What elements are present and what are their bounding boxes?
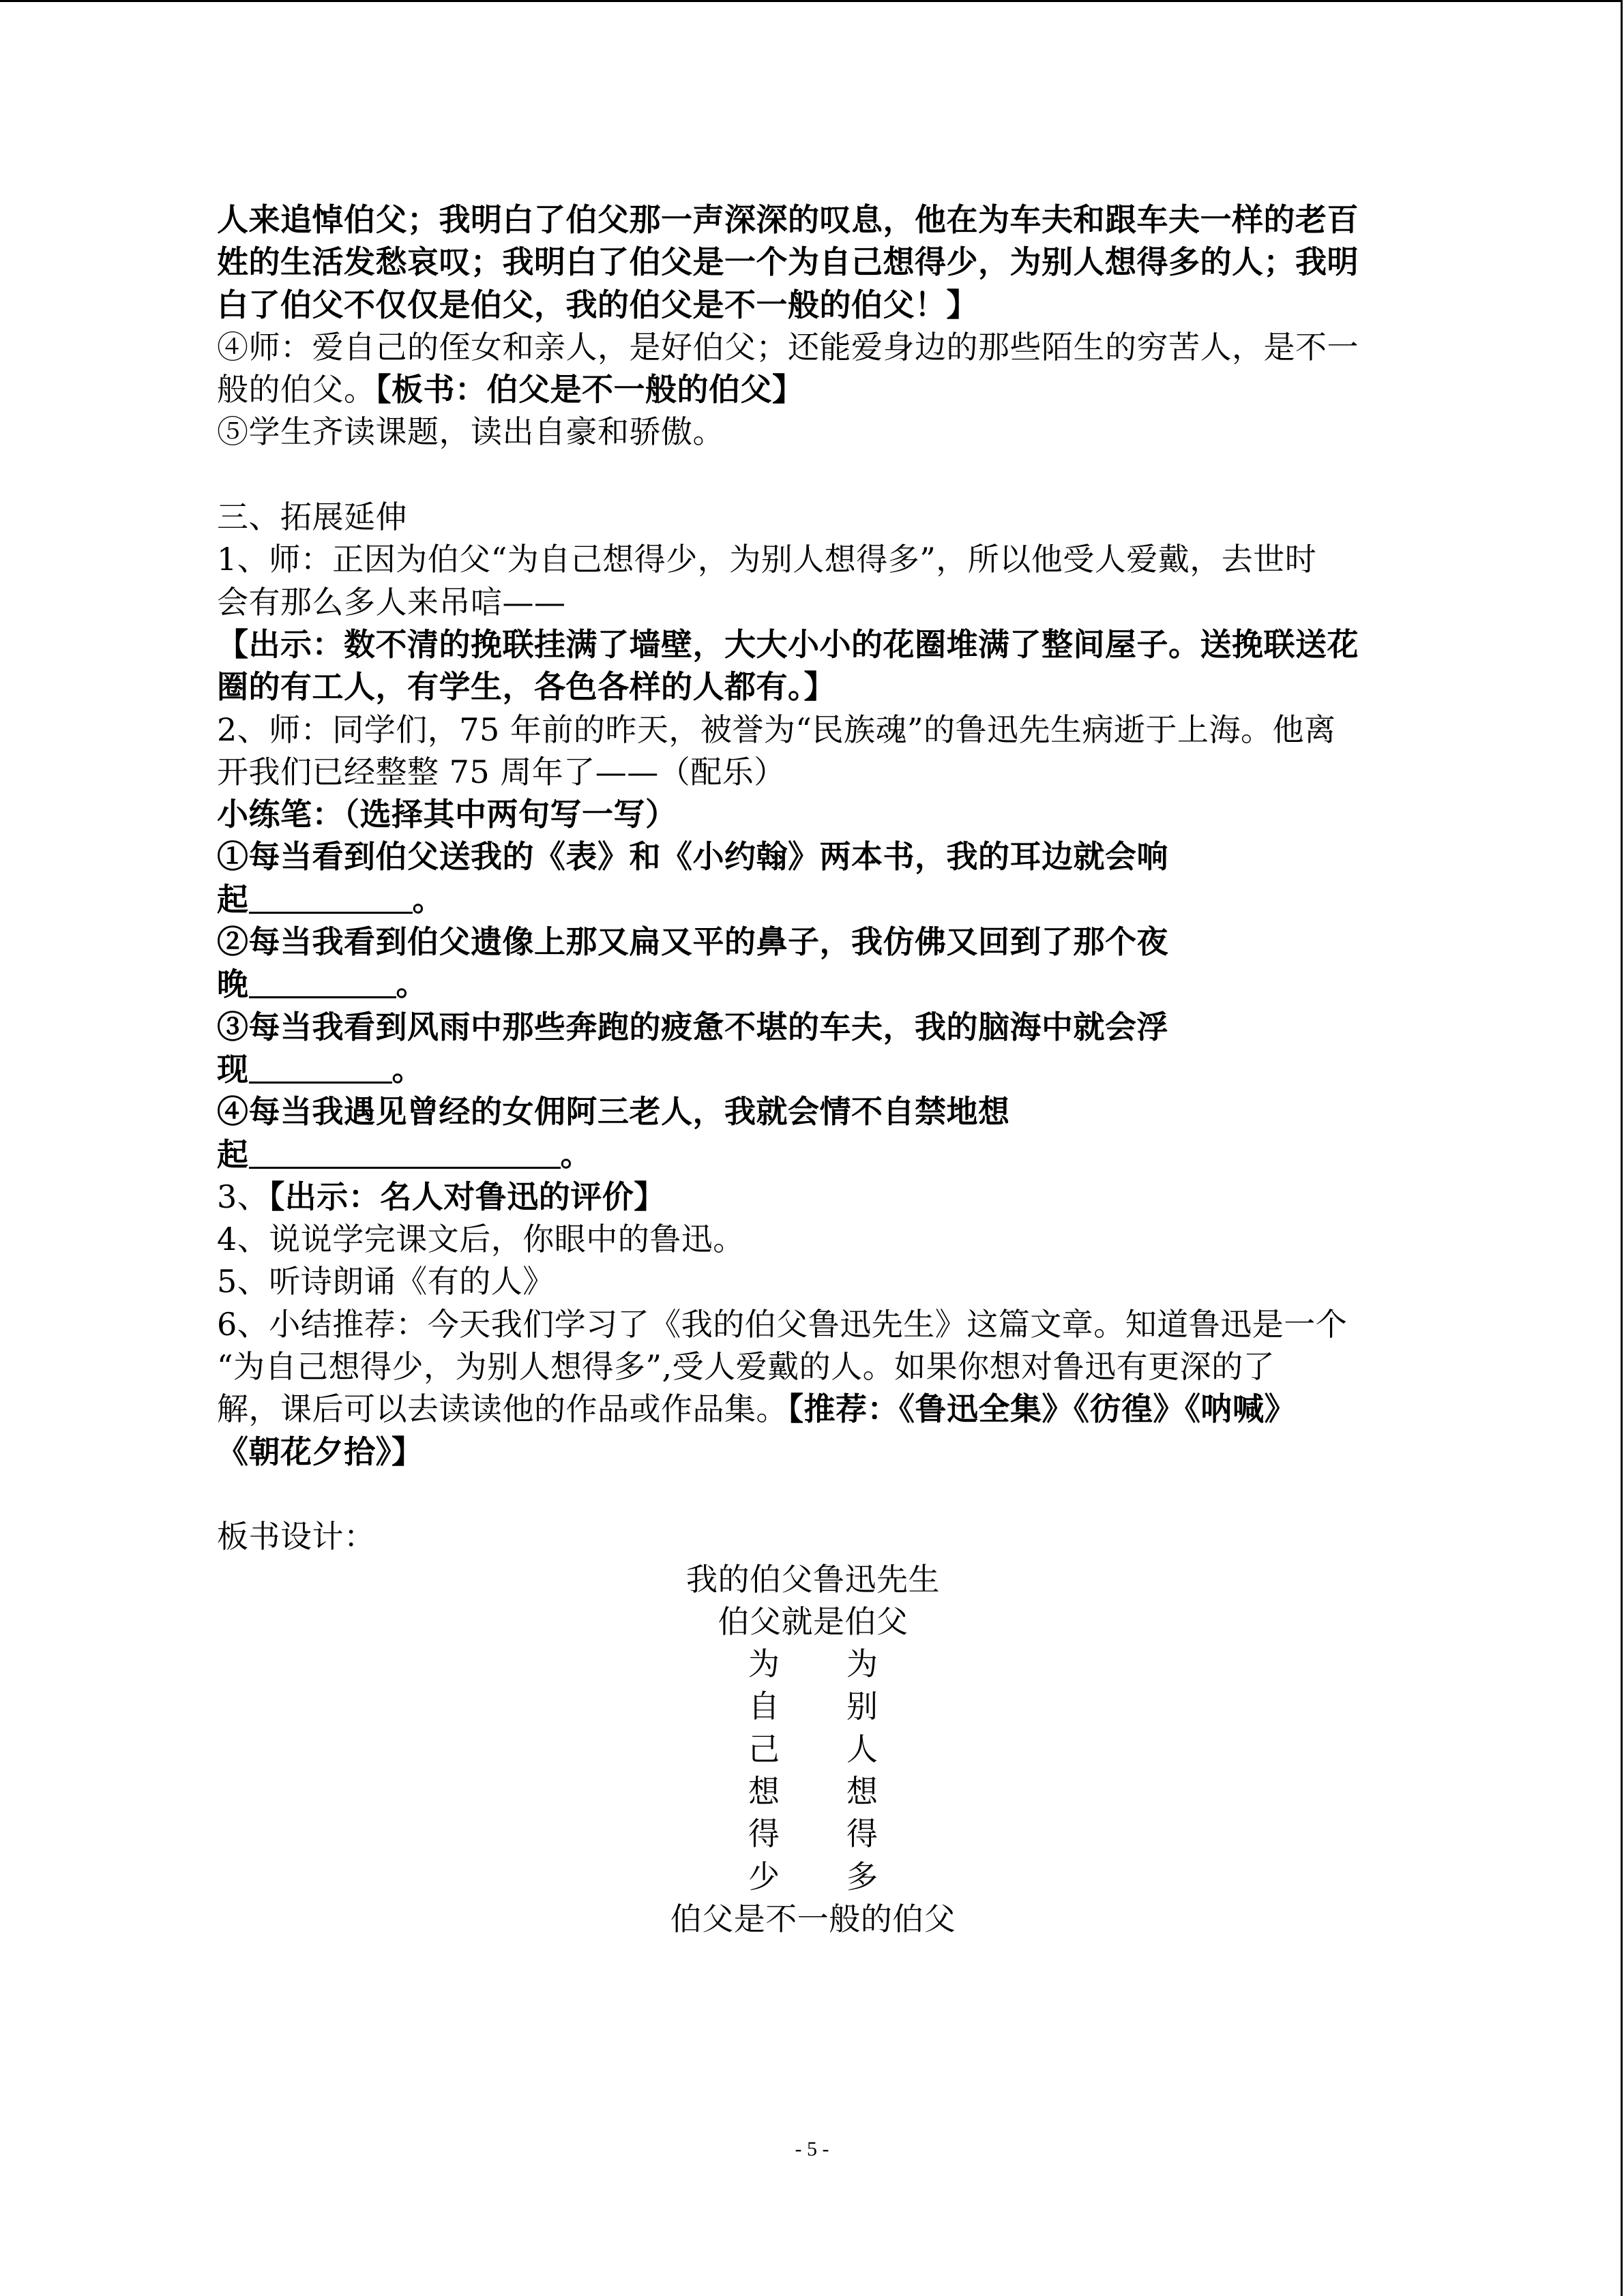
item6-line: “为自己想得少，为别人想得多”,受人爱戴的人。如果你想对鲁迅有更深的了 (217, 1348, 1275, 1386)
spacer (217, 1473, 1394, 1515)
board-note: 【板书：伯父是不一般的伯父】 (375, 371, 804, 408)
prompt-continuation: 现 (217, 1050, 249, 1088)
item4-line: 4、说说学完课文后，你眼中的鲁迅。 (217, 1221, 745, 1258)
exercise-title: 小练笔：（选择其中两句写一写） (217, 796, 677, 833)
board-left-char: 己 (748, 1730, 780, 1768)
board-right-char: 别 (846, 1688, 879, 1725)
answer-blank (249, 1054, 392, 1084)
step5-line: ⑤学生齐读课题，读出自豪和骄傲。 (217, 413, 724, 451)
board-left-char: 少 (748, 1858, 780, 1895)
board-row (232, 1855, 1394, 1898)
exercise-prompt: ①每当看到伯父送我的《表》和《小约翰》两本书，我的耳边就会响 (217, 838, 1168, 876)
board-left-char: 想 (748, 1772, 780, 1810)
board-row (232, 1813, 1394, 1855)
item2-line: 开我们已经整整 75 周年了——（配乐） (217, 753, 786, 790)
answer-blank (249, 884, 413, 914)
answer-blank (249, 969, 396, 998)
section-heading: 三、拓展延伸 (217, 498, 407, 536)
item3-line (217, 1176, 1394, 1218)
item5-line: 5、听诗朗诵《有的人》 (217, 1263, 555, 1300)
prompt-end-mark: 。 (412, 880, 444, 918)
exercise-answer-line (217, 963, 1394, 1005)
answer-blank (249, 1139, 561, 1169)
board-conclusion: 伯父是不一般的伯父 (670, 1900, 956, 1937)
item6-text: 解，课后可以去读读他的作品或作品集。 (217, 1390, 788, 1428)
exercise-prompt: ②每当我看到伯父遗像上那又扁又平的鼻子，我仿佛又回到了那个夜 (217, 923, 1168, 961)
document-body (217, 198, 1394, 1940)
prompt-end-mark: 。 (392, 1050, 424, 1088)
board-subtitle: 伯父就是伯父 (718, 1602, 909, 1640)
recommendation: 【推荐：《鲁迅全集》《彷徨》《呐喊》 (788, 1390, 1296, 1428)
prompt-end-mark: 。 (396, 966, 428, 1003)
board-right-char: 想 (846, 1772, 879, 1810)
board-title: 我的伯父鲁迅先生 (686, 1560, 940, 1598)
exercise-answer-line (217, 1048, 1394, 1090)
item6-line: 6、小结推荐：今天我们学习了《我的伯父鲁迅先生》这篇文章。知道鲁迅是一个 (217, 1305, 1348, 1343)
board-right-char: 人 (846, 1730, 879, 1768)
item1-line: 1、师：正因为伯父“为自己想得少，为别人想得多”，所以他受人爱戴，去世时 (217, 541, 1317, 578)
quote-line: 白了伯父不仅仅是伯父，我的伯父是不一般的伯父！】 (217, 286, 978, 323)
board-row (232, 1728, 1394, 1770)
exercise-prompt: ③每当我看到风雨中那些奔跑的疲惫不堪的车夫，我的脑海中就会浮 (217, 1008, 1168, 1045)
board-design (217, 1558, 1394, 1941)
step4-line (217, 368, 1394, 411)
board-row (232, 1643, 1394, 1685)
board-row (232, 1685, 1394, 1727)
page-number: - 5 - (795, 2138, 829, 2160)
step4-line: ④师：爱自己的侄女和亲人，是好伯父；还能爱身边的那些陌生的穷苦人，是不一 (217, 328, 1359, 366)
item3-display: 【出示：名人对鲁迅的评价】 (269, 1178, 666, 1215)
item3-number: 3、 (217, 1178, 269, 1215)
board-right-char: 为 (846, 1645, 879, 1683)
spacer (217, 453, 1394, 496)
prompt-continuation: 晚 (217, 966, 249, 1003)
prompt-continuation: 起 (217, 880, 249, 918)
board-row (232, 1770, 1394, 1813)
board-left-char: 得 (748, 1815, 780, 1853)
board-design-label: 板书设计： (217, 1518, 376, 1555)
item1-display-line: 【出示：数不清的挽联挂满了墙壁，大大小小的花圈堆满了整间屋子。送挽联送花 (217, 625, 1359, 663)
prompt-continuation: 起 (217, 1135, 249, 1173)
board-right-char: 得 (846, 1815, 879, 1853)
item6-line (217, 1388, 1394, 1430)
quote-line: 姓的生活发愁哀叹；我明白了伯父是一个为自己想得少，为别人想得多的人；我明 (217, 243, 1359, 281)
exercise-answer-line (217, 878, 1394, 921)
board-left-char: 为 (748, 1645, 780, 1683)
exercise-answer-line (217, 1133, 1394, 1176)
item2-line: 2、师：同学们，75 年前的昨天，被誉为“民族魂”的鲁迅先生病逝于上海。他离 (217, 711, 1336, 748)
board-left-char: 自 (748, 1688, 780, 1725)
exercise-prompt: ④每当我遇见曾经的女佣阿三老人，我就会情不自禁地想 (217, 1093, 1010, 1131)
board-right-char: 多 (846, 1858, 879, 1895)
quote-line: 人来追悼伯父；我明白了伯父那一声深深的叹息，他在为车夫和跟车夫一样的老百 (217, 201, 1359, 238)
prompt-end-mark: 。 (560, 1135, 592, 1173)
step4-text: 般的伯父。 (217, 371, 376, 408)
item1-display-line: 圈的有工人，有学生，各色各样的人都有。】 (217, 668, 836, 706)
item1-line: 会有那么多人来吊唁—— (217, 583, 566, 621)
recommendation: 《朝花夕拾》】 (217, 1433, 424, 1470)
